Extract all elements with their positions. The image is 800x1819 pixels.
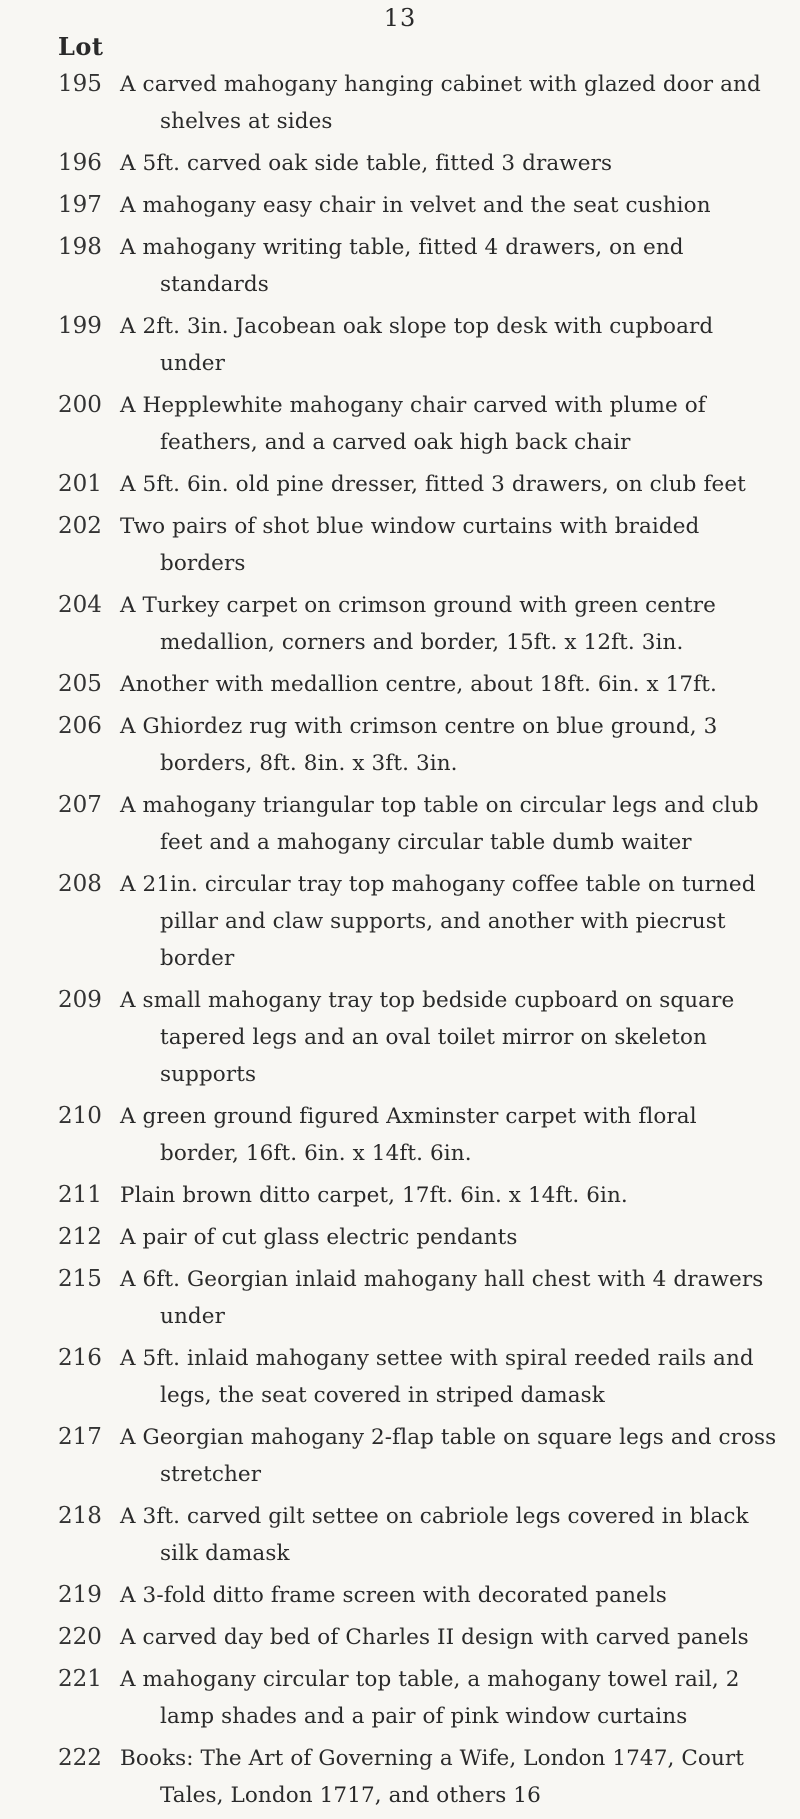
lot-entry <box>0 708 800 782</box>
lot-entry <box>0 1740 800 1814</box>
lot-description: Plain brown ditto carpet, 17ft. 6in. x 14ft. 6in. <box>120 1183 628 1208</box>
lot-description: A 5ft. inlaid mahogany settee with spiral reeded rails and legs, the seat covered in striped damask <box>120 1346 754 1408</box>
lot-entry <box>0 1577 800 1614</box>
lot-description: A 3ft. carved gilt settee on cabriole legs covered in black silk damask <box>120 1504 749 1566</box>
lot-entry <box>0 1177 800 1214</box>
lot-number: 204 <box>58 592 102 618</box>
lot-description: A Georgian mahogany 2-flap table on square legs and cross stretcher <box>120 1425 777 1487</box>
lot-entry <box>0 787 800 861</box>
lot-number: 196 <box>58 150 102 176</box>
lot-entry <box>0 587 800 661</box>
lot-description: A carved day bed of Charles II design with carved panels <box>120 1625 749 1650</box>
lot-number: 217 <box>58 1424 102 1450</box>
lot-number: 207 <box>58 792 102 818</box>
lot-column-heading: Lot <box>58 32 104 61</box>
lot-description: Two pairs of shot blue window curtains with braided borders <box>120 514 700 576</box>
lot-description: A Hepplewhite mahogany chair carved with plume of feathers, and a carved oak high back chair <box>120 393 706 455</box>
lot-number: 222 <box>58 1745 102 1771</box>
lot-description: A carved mahogany hanging cabinet with glazed door and shelves at sides <box>120 72 761 134</box>
lot-number: 197 <box>58 192 102 218</box>
lot-number: 210 <box>58 1103 102 1129</box>
lot-description: A 21in. circular tray top mahogany coffee table on turned pillar and claw supports, and another with piecrust border <box>120 872 756 971</box>
lot-description: Another with medallion centre, about 18ft. 6in. x 17ft. <box>120 672 717 697</box>
lot-entry <box>0 1340 800 1414</box>
page-number: 13 <box>383 4 417 32</box>
lot-entry <box>0 1619 800 1656</box>
lot-number: 218 <box>58 1503 102 1529</box>
lot-description: A 2ft. 3in. Jacobean oak slope top desk with cupboard under <box>120 314 714 376</box>
lot-description: A mahogany circular top table, a mahogany towel rail, 2 lamp shades and a pair of pink window curtains <box>120 1667 740 1729</box>
lot-description: A pair of cut glass electric pendants <box>120 1225 518 1250</box>
lot-number: 200 <box>58 392 102 418</box>
lot-description: A 5ft. 6in. old pine dresser, fitted 3 drawers, on club feet <box>120 472 746 497</box>
lot-entry <box>0 466 800 503</box>
lot-number: 211 <box>58 1182 102 1208</box>
lot-number: 216 <box>58 1345 102 1371</box>
lot-entry <box>0 1219 800 1256</box>
lot-description: A mahogany triangular top table on circular legs and club feet and a mahogany circular table dumb waiter <box>120 793 759 855</box>
lot-number: 219 <box>58 1582 102 1608</box>
lot-number: 198 <box>58 234 102 260</box>
lot-entry <box>0 982 800 1093</box>
lot-description: A 5ft. carved oak side table, fitted 3 drawers <box>120 151 613 176</box>
lot-entry <box>0 508 800 582</box>
lot-number: 212 <box>58 1224 102 1250</box>
lot-description: A 6ft. Georgian inlaid mahogany hall chest with 4 drawers under <box>120 1267 764 1329</box>
lot-number: 215 <box>58 1266 102 1292</box>
lot-entry <box>0 187 800 224</box>
lot-entry <box>0 1661 800 1735</box>
lot-entry <box>0 1261 800 1335</box>
lot-number: 205 <box>58 671 102 697</box>
lot-description: A 3-fold ditto frame screen with decorated panels <box>120 1583 667 1608</box>
lot-entry <box>0 666 800 703</box>
lot-number: 199 <box>58 313 102 339</box>
lot-entry <box>0 387 800 461</box>
lot-description: A Ghiordez rug with crimson centre on blue ground, 3 borders, 8ft. 8in. x 3ft. 3in. <box>120 714 718 776</box>
lot-entry <box>0 308 800 382</box>
lot-entry <box>0 145 800 182</box>
lot-description: A small mahogany tray top bedside cupboard on square tapered legs and an oval toilet mirror on skeleton supports <box>120 988 735 1087</box>
lot-number: 202 <box>58 513 102 539</box>
lot-number: 195 <box>58 71 102 97</box>
lot-description: A green ground figured Axminster carpet with floral border, 16ft. 6in. x 14ft. 6in. <box>120 1104 697 1166</box>
lot-number: 220 <box>58 1624 102 1650</box>
lot-description: A Turkey carpet on crimson ground with green centre medallion, corners and border, 15ft. x 12ft. 3in. <box>120 593 716 655</box>
lot-number: 206 <box>58 713 102 739</box>
lot-number: 209 <box>58 987 102 1013</box>
lot-entry <box>0 66 800 140</box>
lot-description: A mahogany easy chair in velvet and the seat cushion <box>120 193 711 218</box>
lot-number: 201 <box>58 471 102 497</box>
lot-entry <box>0 866 800 977</box>
lot-entry <box>0 1098 800 1172</box>
lot-description: Books: The Art of Governing a Wife, London 1747, Court Tales, London 1717, and others 16 <box>120 1746 745 1808</box>
lot-description: A mahogany writing table, fitted 4 drawers, on end standards <box>120 235 684 297</box>
lot-entry <box>0 1419 800 1493</box>
lot-number: 221 <box>58 1666 102 1692</box>
lot-entry <box>0 229 800 303</box>
lot-list <box>0 66 800 1819</box>
lot-entry <box>0 1498 800 1572</box>
lot-number: 208 <box>58 871 102 897</box>
